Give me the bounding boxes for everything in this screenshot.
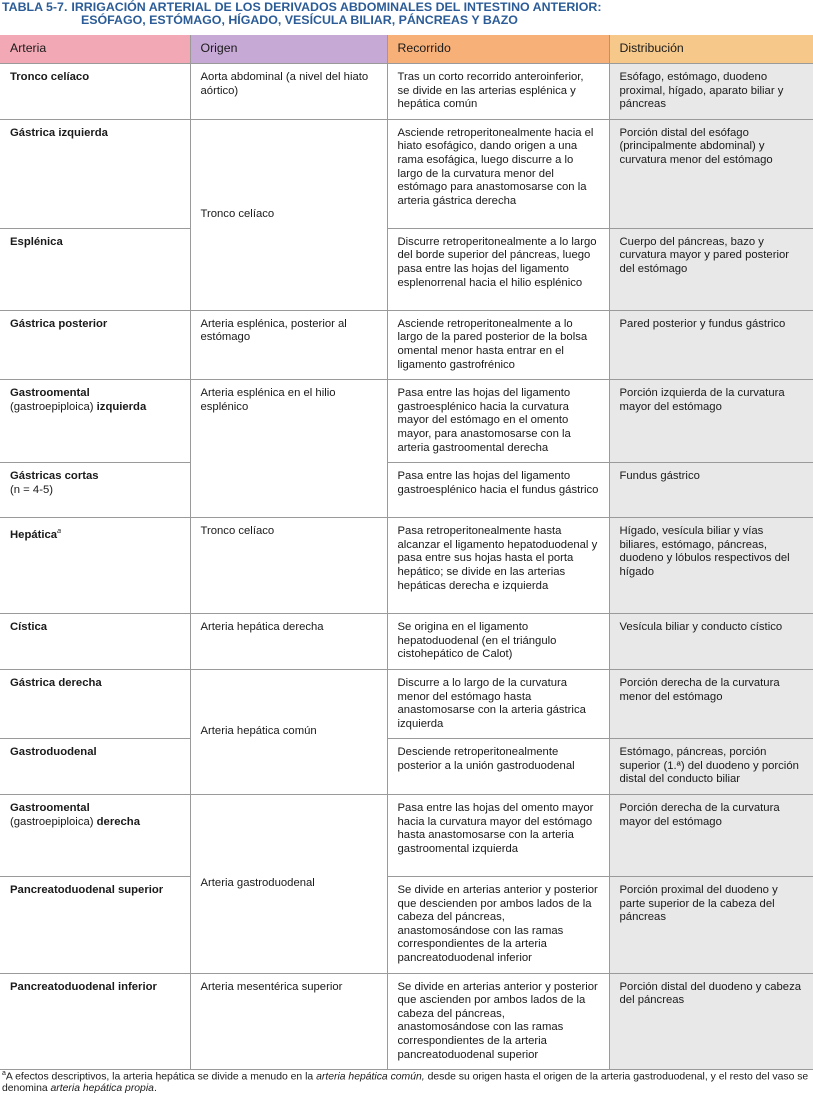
cell-distribucion: Porción izquierda de la curvatura mayor del estómago	[609, 380, 813, 463]
header-arteria: Arteria	[0, 35, 190, 64]
cell-distribucion: Pared posterior y fundus gástrico	[609, 310, 813, 379]
table-caption	[2, 1, 802, 27]
footnote	[2, 1068, 812, 1095]
footnote-term-1: arteria hepática común,	[316, 1071, 425, 1083]
table-row	[0, 518, 813, 614]
footnote-marker: a	[57, 528, 61, 536]
footnote-term-2: arteria hepática propia	[50, 1083, 154, 1095]
cell-arteria: Pancreatoduodenal superior	[0, 877, 190, 974]
cell-origen: Arteria mesentérica superior	[190, 973, 387, 1070]
arteria-name: Gástricas cortas	[10, 470, 99, 483]
cell-arteria: Tronco celíaco	[0, 64, 190, 120]
table-row	[0, 380, 813, 463]
table-row	[0, 795, 813, 877]
header-row	[0, 35, 813, 64]
cell-origen: Arteria gastroduodenal	[190, 795, 387, 974]
footnote-end: .	[153, 1083, 157, 1095]
cell-arteria	[0, 795, 190, 877]
cell-recorrido: Pasa entre las hojas del ligamento gastroesplénico hacia la curvatura mayor del estómago en el omento mayor, para anastomosarse con la arteria gastroomental derecha	[387, 380, 609, 463]
cell-distribucion: Hígado, vesícula biliar y vías biliares, estómago, páncreas, duodeno y lóbulos respectivos del hígado	[609, 518, 813, 614]
footnote-text-2: desde su origen hasta el origen de la arteria gastroduodenal, y el resto del vaso se denomina	[2, 1071, 809, 1095]
arterial-supply-table	[0, 35, 813, 1070]
table-row	[0, 119, 813, 228]
cell-arteria: Cística	[0, 614, 190, 670]
cell-origen: Tronco celíaco	[190, 119, 387, 310]
cell-arteria	[0, 518, 190, 614]
cell-arteria: Gástrica izquierda	[0, 119, 190, 228]
cell-distribucion: Porción distal del esófago (principalmente abdominal) y curvatura menor del estómago	[609, 119, 813, 228]
cell-arteria	[0, 380, 190, 463]
cell-distribucion: Porción derecha de la curvatura mayor del estómago	[609, 795, 813, 877]
cell-origen: Arteria hepática derecha	[190, 614, 387, 670]
cell-recorrido: Pasa entre las hojas del ligamento gastroesplénico hacia el fundus gástrico	[387, 463, 609, 518]
table-row	[0, 877, 813, 974]
table-row	[0, 739, 813, 795]
caption-line-1: IRRIGACIÓN ARTERIAL DE LOS DERIVADOS ABDOMINALES DEL INTESTINO ANTERIOR:	[71, 0, 602, 14]
table-row	[0, 669, 813, 738]
arteria-side: izquierda	[96, 400, 147, 413]
cell-origen: Arteria esplénica, posterior al estómago	[190, 310, 387, 379]
cell-recorrido: Se origina en el ligamento hepatoduodenal (en el triángulo cistohepático de Calot)	[387, 614, 609, 670]
cell-origen: Arteria esplénica en el hilio esplénico	[190, 380, 387, 518]
cell-arteria: Esplénica	[0, 228, 190, 310]
arteria-synonym: (gastroepiploica)	[10, 400, 94, 413]
table-row	[0, 614, 813, 670]
arteria-name: Gastroomental	[10, 387, 90, 400]
header-distribucion: Distribución	[609, 35, 813, 64]
cell-arteria: Gastroduodenal	[0, 739, 190, 795]
arteria-side: derecha	[96, 815, 140, 828]
table-row	[0, 973, 813, 1070]
cell-recorrido: Pasa retroperitonealmente hasta alcanzar el ligamento hepatoduodenal y pasa entre sus hojas hasta el porta hepático; se divide en las arterias hepáticas derecha e izquierda	[387, 518, 609, 614]
cell-distribucion: Estómago, páncreas, porción superior (1.ª) del duodeno y porción distal del conducto biliar	[609, 739, 813, 795]
table-row	[0, 228, 813, 310]
cell-recorrido: Desciende retroperitonealmente posterior a la unión gastroduodenal	[387, 739, 609, 795]
arteria-name: Gastroomental	[10, 802, 90, 815]
cell-recorrido: Se divide en arterias anterior y posterior que ascienden por ambos lados de la cabeza del páncreas, anastomosándose con las ramas correspondientes de la arteria pancreatoduodenal superior	[387, 973, 609, 1070]
cell-distribucion: Fundus gástrico	[609, 463, 813, 518]
cell-recorrido: Tras un corto recorrido anteroinferior, se divide en las arterias esplénica y hepática común	[387, 64, 609, 120]
caption-line-2: ESÓFAGO, ESTÓMAGO, HÍGADO, VESÍCULA BILIAR, PÁNCREAS Y BAZO	[81, 13, 518, 27]
cell-distribucion: Vesícula biliar y conducto cístico	[609, 614, 813, 670]
cell-distribucion: Porción derecha de la curvatura menor del estómago	[609, 669, 813, 738]
cell-recorrido: Asciende retroperitonealmente a lo largo de la pared posterior de la bolsa omental menor hasta entrar en el ligamento gastrofrénico	[387, 310, 609, 379]
cell-recorrido: Discurre retroperitonealmente a lo largo del borde superior del páncreas, luego pasa entre las hojas del ligamento esplenorrenal hacia el hilio esplénico	[387, 228, 609, 310]
footnote-text-1: A efectos descriptivos, la arteria hepática se divide a menudo en la	[5, 1071, 314, 1083]
cell-arteria	[0, 463, 190, 518]
cell-distribucion: Esófago, estómago, duodeno proximal, hígado, aparato biliar y páncreas	[609, 64, 813, 120]
footnote-marker: a	[2, 1070, 6, 1077]
cell-recorrido: Asciende retroperitonealmente hacia el hiato esofágico, dando origen a una rama esofágica, luego discurre a lo largo de la curvatura menor del estómago para anastomosarse con la arteria gástrica derecha	[387, 119, 609, 228]
header-recorrido: Recorrido	[387, 35, 609, 64]
cell-recorrido: Se divide en arterias anterior y posterior que descienden por ambos lados de la cabeza del páncreas, anastomosándose con las ramas correspondientes de la arteria pancreatoduodenal inferior	[387, 877, 609, 974]
cell-arteria: Gástrica posterior	[0, 310, 190, 379]
cell-origen: Tronco celíaco	[190, 518, 387, 614]
header-origen: Origen	[190, 35, 387, 64]
cell-arteria: Pancreatoduodenal inferior	[0, 973, 190, 1070]
cell-origen: Aorta abdominal (a nivel del hiato aórtico)	[190, 64, 387, 120]
cell-recorrido: Discurre a lo largo de la curvatura menor del estómago hasta anastomosarse con la arteria gástrica izquierda	[387, 669, 609, 738]
cell-distribucion: Porción distal del duodeno y cabeza del páncreas	[609, 973, 813, 1070]
arteria-synonym: (gastroepiploica)	[10, 815, 94, 828]
arteria-name: Hepática	[10, 528, 58, 541]
cell-recorrido: Pasa entre las hojas del omento mayor hacia la curvatura mayor del estómago hasta anastomosarse con la arteria gastroomental izquierda	[387, 795, 609, 877]
table-number: TABLA 5-7.	[2, 0, 68, 14]
table-row	[0, 310, 813, 379]
table-row	[0, 64, 813, 120]
cell-distribucion: Porción proximal del duodeno y parte superior de la cabeza del páncreas	[609, 877, 813, 974]
cell-origen: Arteria hepática común	[190, 669, 387, 794]
arteria-count: (n = 4-5)	[10, 483, 54, 496]
cell-distribucion: Cuerpo del páncreas, bazo y curvatura mayor y pared posterior del estómago	[609, 228, 813, 310]
cell-arteria: Gástrica derecha	[0, 669, 190, 738]
table-row	[0, 463, 813, 518]
